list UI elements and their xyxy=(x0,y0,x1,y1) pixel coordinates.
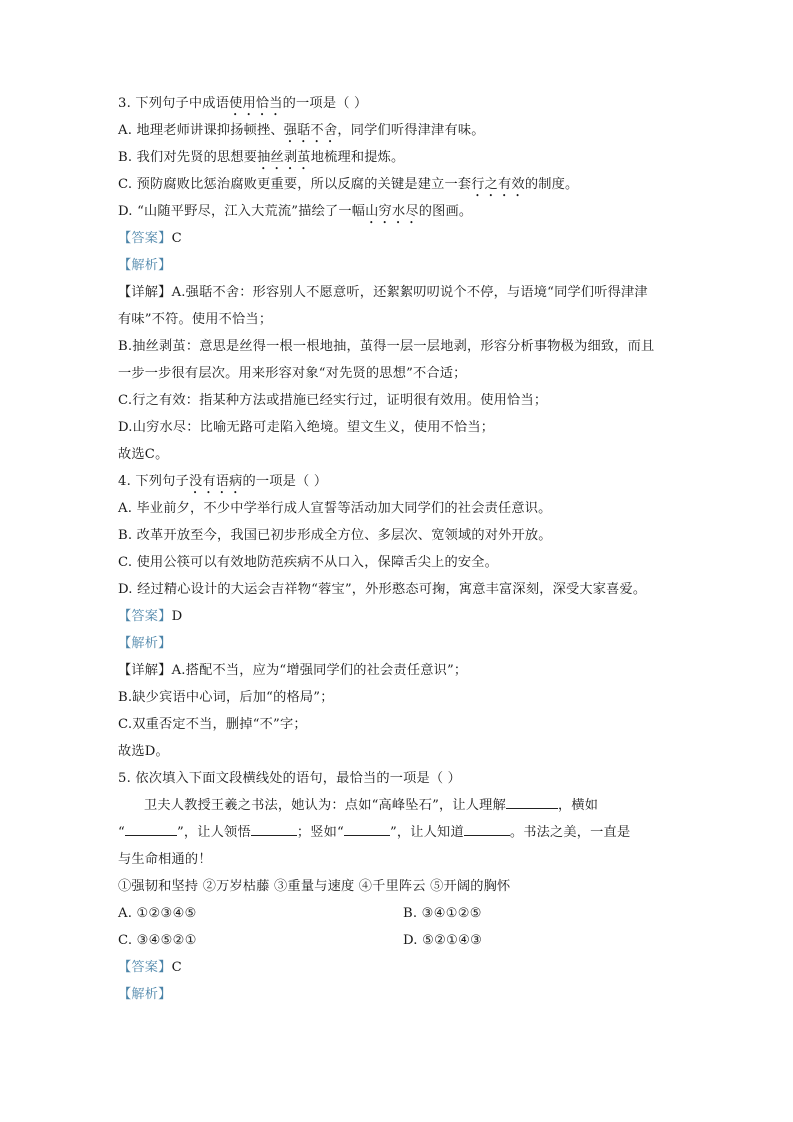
answer-tag: 【答案】 xyxy=(118,609,172,624)
q5-options-row-2 xyxy=(118,927,688,954)
q3-detail-line: 有味”不符。使用不恰当； xyxy=(118,312,273,327)
detail-tag: 【详解】 xyxy=(118,663,172,678)
q3-detail-line: 【详解】A.强聒不舍：形容别人不愿意听，还絮絮叨叨说个不停，与语境“同学们听得津津 xyxy=(118,285,648,300)
fill-blank xyxy=(464,821,510,836)
fill-blank xyxy=(344,821,390,836)
q4-option-a: A. 毕业前夕，不少中学举行成人宣誓等活动加大同学们的社会责任意识。 xyxy=(118,501,552,516)
q5-answer: 【答案】C xyxy=(118,960,182,975)
q5-analysis-tag: 【解析】 xyxy=(118,987,172,1002)
q3-detail-line: 一步一步很有层次。用来形容对象“对先贤的思想”不合适； xyxy=(118,366,467,381)
q3-detail-line: C.行之有效：指某种方法或措施已经实行过，证明很有效用。使用恰当； xyxy=(118,393,548,408)
q4-option-c: C. 使用公筷可以有效地防范疾病不从口入，保障舌尖上的安全。 xyxy=(118,555,499,570)
q5-passage-line-2: “ ”，让人领悟 ；竖如“ ”，让人知道 。书法之美，一直是 xyxy=(118,819,688,846)
q4-answer: 【答案】D xyxy=(118,609,183,624)
q4-detail-line: C.双重否定不当，删掉“不”字； xyxy=(118,717,307,732)
q4-conclusion: 故选D。 xyxy=(118,744,169,759)
q3-answer: 【答案】C xyxy=(118,231,182,246)
q5-stem: 5. 依次填入下面文段横线处的语句，最恰当的一项是（ ） xyxy=(118,771,462,786)
fill-blank xyxy=(125,821,177,836)
q3-detail-line: D.山穷水尽：比喻无路可走陷入绝境。望文生义，使用不恰当； xyxy=(118,420,495,435)
fill-blank xyxy=(251,821,297,836)
answer-tag: 【答案】 xyxy=(118,231,172,246)
q4-stem: 4. 下列句子没有语病的一项是（ ） xyxy=(118,474,328,489)
q4-detail-line: 【详解】A.搭配不当，应为“增强同学们的社会责任意识”； xyxy=(118,663,468,678)
q3-stem: 3. 下列句子中成语使用恰当的一项是（ ） xyxy=(118,96,368,111)
fill-blank xyxy=(506,794,558,809)
q5-passage-line-1: 卫夫人教授王羲之书法，她认为：点如“高峰坠石”，让人理解 ，横如 xyxy=(118,792,688,819)
q5-option-b: B. ③④①②⑤ xyxy=(403,906,482,921)
q5-passage-line-3: 与生命相通的！ xyxy=(118,852,212,867)
q5-option-a: A. ①②③④⑤ xyxy=(118,906,197,921)
answer-tag: 【答案】 xyxy=(118,960,172,975)
q3-option-d: D. “山随平野尽，江入大荒流”描绘了一幅山穷水尽的图画。 xyxy=(118,204,473,219)
q5-option-d: D. ⑤②①④③ xyxy=(403,933,483,948)
q5-option-c: C. ③④⑤②① xyxy=(118,933,197,948)
q4-option-b: B. 改革开放至今，我国已初步形成全方位、多层次、宽领域的对外开放。 xyxy=(118,528,552,543)
document-page xyxy=(118,90,688,1008)
q3-conclusion: 故选C。 xyxy=(118,447,169,462)
q4-analysis-tag: 【解析】 xyxy=(118,636,172,651)
detail-tag: 【详解】 xyxy=(118,285,172,300)
q3-option-b: B. 我们对先贤的思想要抽丝剥茧地梳理和提炼。 xyxy=(118,150,405,165)
q3-detail-line: B.抽丝剥茧：意思是丝得一根一根地抽，茧得一层一层地剥，形容分析事物极为细致，而且 xyxy=(118,339,655,354)
q4-option-d: D. 经过精心设计的大运会吉祥物“蓉宝”，外形憨态可掬，寓意丰富深刻，深受大家喜爱。 xyxy=(118,582,647,597)
q5-choices: ①强韧和坚持 ②万岁枯藤 ③重量与速度 ④千里阵云 ⑤开阔的胸怀 xyxy=(118,879,511,894)
q5-options-row-1 xyxy=(118,900,688,927)
q3-analysis-tag: 【解析】 xyxy=(118,258,172,273)
q4-detail-line: B.缺少宾语中心词，后加“的格局”； xyxy=(118,690,334,705)
q3-option-a: A. 地理老师讲课抑扬顿挫、强聒不舍，同学们听得津津有味。 xyxy=(118,123,485,138)
q3-option-c: C. 预防腐败比惩治腐败更重要，所以反腐的关键是建立一套行之有效的制度。 xyxy=(118,177,579,192)
